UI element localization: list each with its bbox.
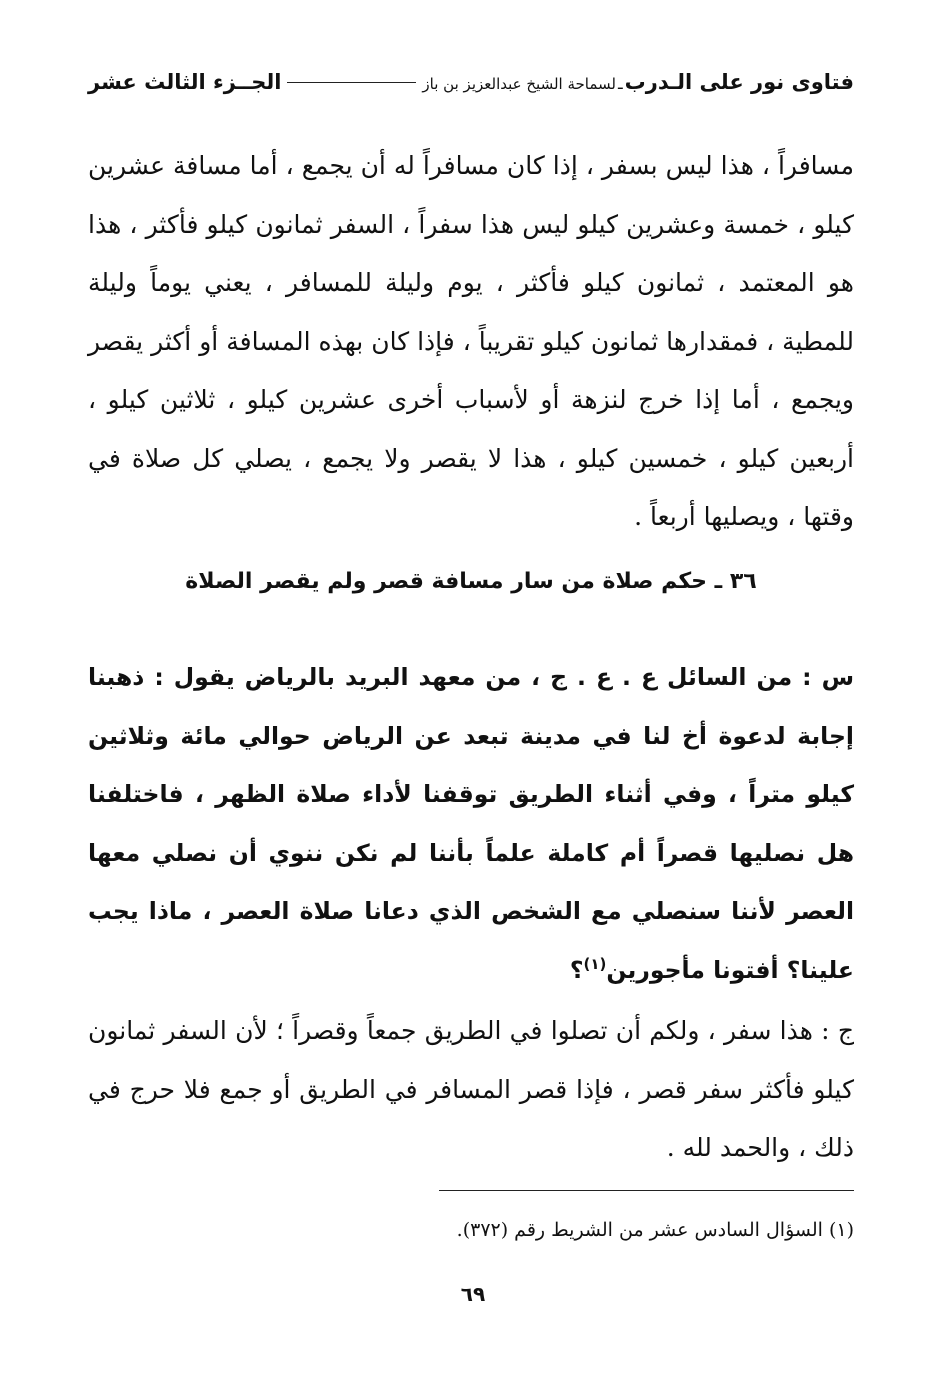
volume-label: الجــزء الثالث عشر [88, 70, 282, 94]
footnote: (١) السؤال السادس عشر من الشريط رقم (٣٧٢). [456, 1219, 854, 1241]
question-text: س : من السائل ع . ع . ج ، من معهد البريد بالرياض يقول : ذهبنا إجابة لدعوة أخ لنا في مدينة تبعد عن الرياض حوالي مائة وثلاثين كيلو متراً ، وفي أثناء الطريق توقفنا لأداء صلاة الظهر ، فاختلفنا هل نصليها قصراً أم كاملة علماً بأننا لم نكن ننوي أن نصلي معها العصر لأننا سنصلي مع الشخص الذي دعانا صلاة العصر ، ماذا يجب علينا؟ أفتونا مأجورين [88, 663, 854, 984]
footnote-reference: (١) [583, 954, 607, 973]
question-paragraph [88, 648, 854, 999]
question-mark: ؟ [569, 955, 584, 984]
footnote-separator [439, 1190, 854, 1191]
header-rule [287, 82, 416, 83]
section-heading: ٣٦ ـ حكم صلاة من سار مسافة قصر ولم يقصر الصلاة [185, 569, 757, 594]
question-block [88, 648, 854, 999]
answer-block [88, 1002, 854, 1178]
author-credit: لسماحة الشيخ عبدالعزيز بن باز [422, 75, 616, 93]
intro-paragraph: مسافراً ، هذا ليس بسفر ، إذا كان مسافراً له أن يجمع ، أما مسافة عشرين كيلو ، خمسة وعشرين كيلو ليس هذا سفراً ، السفر ثمانون كيلو فأكثر ، هذا هو المعتمد ، ثمانون كيلو فأكثر ، يوم وليلة للمسافر ، يعني يوماً وليلة للمطية ، فمقدارها ثمانون كيلو تقريباً ، فإذا كان بهذه المسافة أو أكثر يقصر ويجمع ، أما إذا خرج لنزهة أو لأسباب أخرى عشرين كيلو ، ثلاثين كيلو ، أربعين كيلو ، خمسين كيلو ، هذا لا يقصر ولا يجمع ، يصلي كل صلاة في وقتها ، ويصليها أربعاً . [88, 151, 854, 531]
page-number: ٦٩ [460, 1282, 486, 1306]
running-header [88, 70, 854, 104]
intro-paragraph-block [88, 137, 854, 547]
book-title: فتاوى نور على الـدرب [624, 70, 854, 94]
header-dash: ـ [617, 74, 623, 93]
answer-paragraph: ج : هذا سفر ، ولكم أن تصلوا في الطريق جمعاً وقصراً ؛ لأن السفر ثمانون كيلو فأكثر سفر قصر ، فإذا قصر المسافر في الطريق أو جمع فلا حرج في ذلك ، والحمد لله . [88, 1016, 854, 1162]
